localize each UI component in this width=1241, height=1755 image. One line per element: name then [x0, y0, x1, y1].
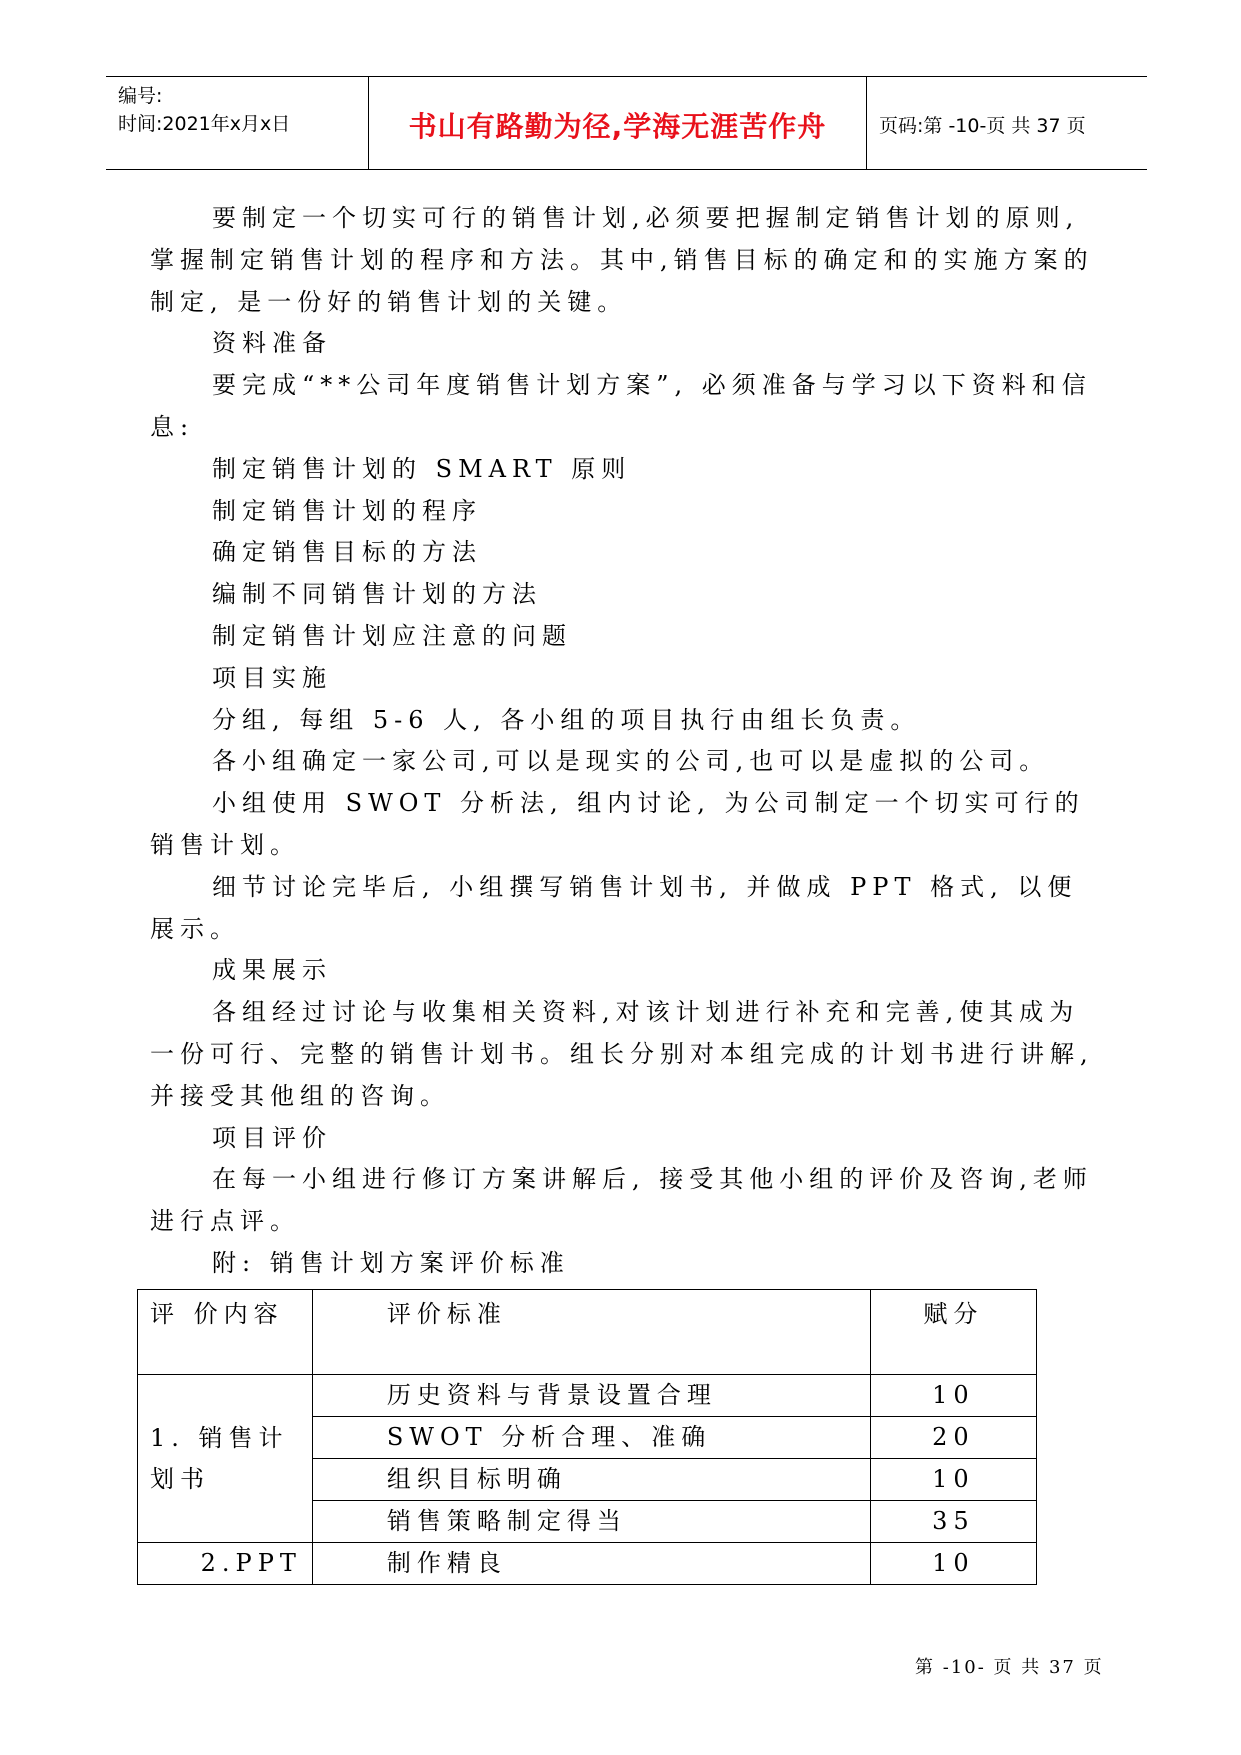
- paragraph: 各小组确定一家公司,可以是现实的公司,也可以是虚拟的公司。: [212, 747, 1050, 776]
- paragraph: 要制定一个切实可行的销售计划,必须要把握制定销售计划的原则,掌握制定销售计划的程序和方法。其中,销售目标的确定和的实施方案的制定, 是一份好的销售计划的关键。: [150, 204, 1094, 316]
- serial-label: 编号:: [118, 85, 163, 107]
- paragraph: 项目评价: [212, 1123, 332, 1152]
- evaluation-criteria-table: [137, 1289, 1037, 1585]
- paragraph: 小组使用 SWOT 分析法, 组内讨论, 为公司制定一个切实可行的销售计划。: [150, 789, 1085, 859]
- paragraph: 确定销售目标的方法: [212, 538, 482, 567]
- table-cell-criterion: 历史资料与背景设置合理: [312, 1375, 870, 1417]
- paragraph: 制定销售计划的程序: [212, 496, 482, 525]
- paragraph: 成果展示: [212, 956, 332, 985]
- table-cell-score: 35: [870, 1501, 1036, 1543]
- table-cell-criterion: 组织目标明确: [312, 1459, 870, 1501]
- page-footer: 第 -10- 页 共 37 页: [915, 1657, 1104, 1678]
- table-cell-score: 20: [870, 1417, 1036, 1459]
- header-left-cell: [106, 77, 369, 169]
- table-row: [138, 1543, 1037, 1585]
- paragraph: 在每一小组进行修订方案讲解后, 接受其他小组的评价及咨询,老师进行点评。: [150, 1165, 1093, 1236]
- header-motto: 书山有路勤为径,学海无涯苦作舟: [408, 110, 827, 143]
- paragraph: 细节讨论完毕后, 小组撰写销售计划书, 并做成 PPT 格式, 以便展示。: [150, 872, 1078, 943]
- table-cell-criterion: 销售策略制定得当: [312, 1501, 870, 1543]
- table-group-label: 1. 销售计划书: [138, 1375, 313, 1543]
- header-right-cell: [867, 77, 1147, 169]
- document-body: [150, 198, 1100, 1285]
- table-row: [138, 1375, 1037, 1417]
- paragraph: 制定销售计划应注意的问题: [212, 621, 572, 650]
- table-cell-criterion: SWOT 分析合理、准确: [312, 1417, 870, 1459]
- paragraph: 分组, 每组 5-6 人, 各小组的项目执行由组长负责。: [212, 705, 921, 734]
- paragraph: 项目实施: [212, 663, 332, 692]
- header-page-code: 页码:第 -10-页 共 37 页: [879, 115, 1086, 137]
- table-group-label: 2.PPT: [138, 1543, 313, 1585]
- paragraph: 附: 销售计划方案评价标准: [212, 1248, 570, 1277]
- page-header: [106, 76, 1147, 170]
- header-middle-cell: [369, 77, 867, 169]
- paragraph: 制定销售计划的 SMART 原则: [212, 454, 632, 483]
- table-header-score: 赋分: [870, 1290, 1036, 1375]
- paragraph: 各组经过讨论与收集相关资料,对该计划进行补充和完善,使其成为一份可行、完整的销售计划书。组长分别对本组完成的计划书进行讲解, 并接受其他组的咨询。: [150, 998, 1094, 1110]
- table-header-content: 评 价内容: [138, 1290, 313, 1375]
- table-cell-score: 10: [870, 1459, 1036, 1501]
- table-cell-score: 10: [870, 1375, 1036, 1417]
- table-header-criterion: 评价标准: [312, 1290, 870, 1375]
- table-cell-criterion: 制作精良: [312, 1543, 870, 1585]
- table-header-row: [138, 1290, 1037, 1375]
- paragraph: 编制不同销售计划的方法: [212, 580, 542, 609]
- table-cell-score: 10: [870, 1543, 1036, 1585]
- paragraph: 资料准备: [212, 329, 332, 358]
- time-label: 时间:2021年x月x日: [118, 113, 291, 135]
- paragraph: 要完成“**公司年度销售计划方案”, 必须准备与学习以下资料和信息:: [150, 371, 1092, 441]
